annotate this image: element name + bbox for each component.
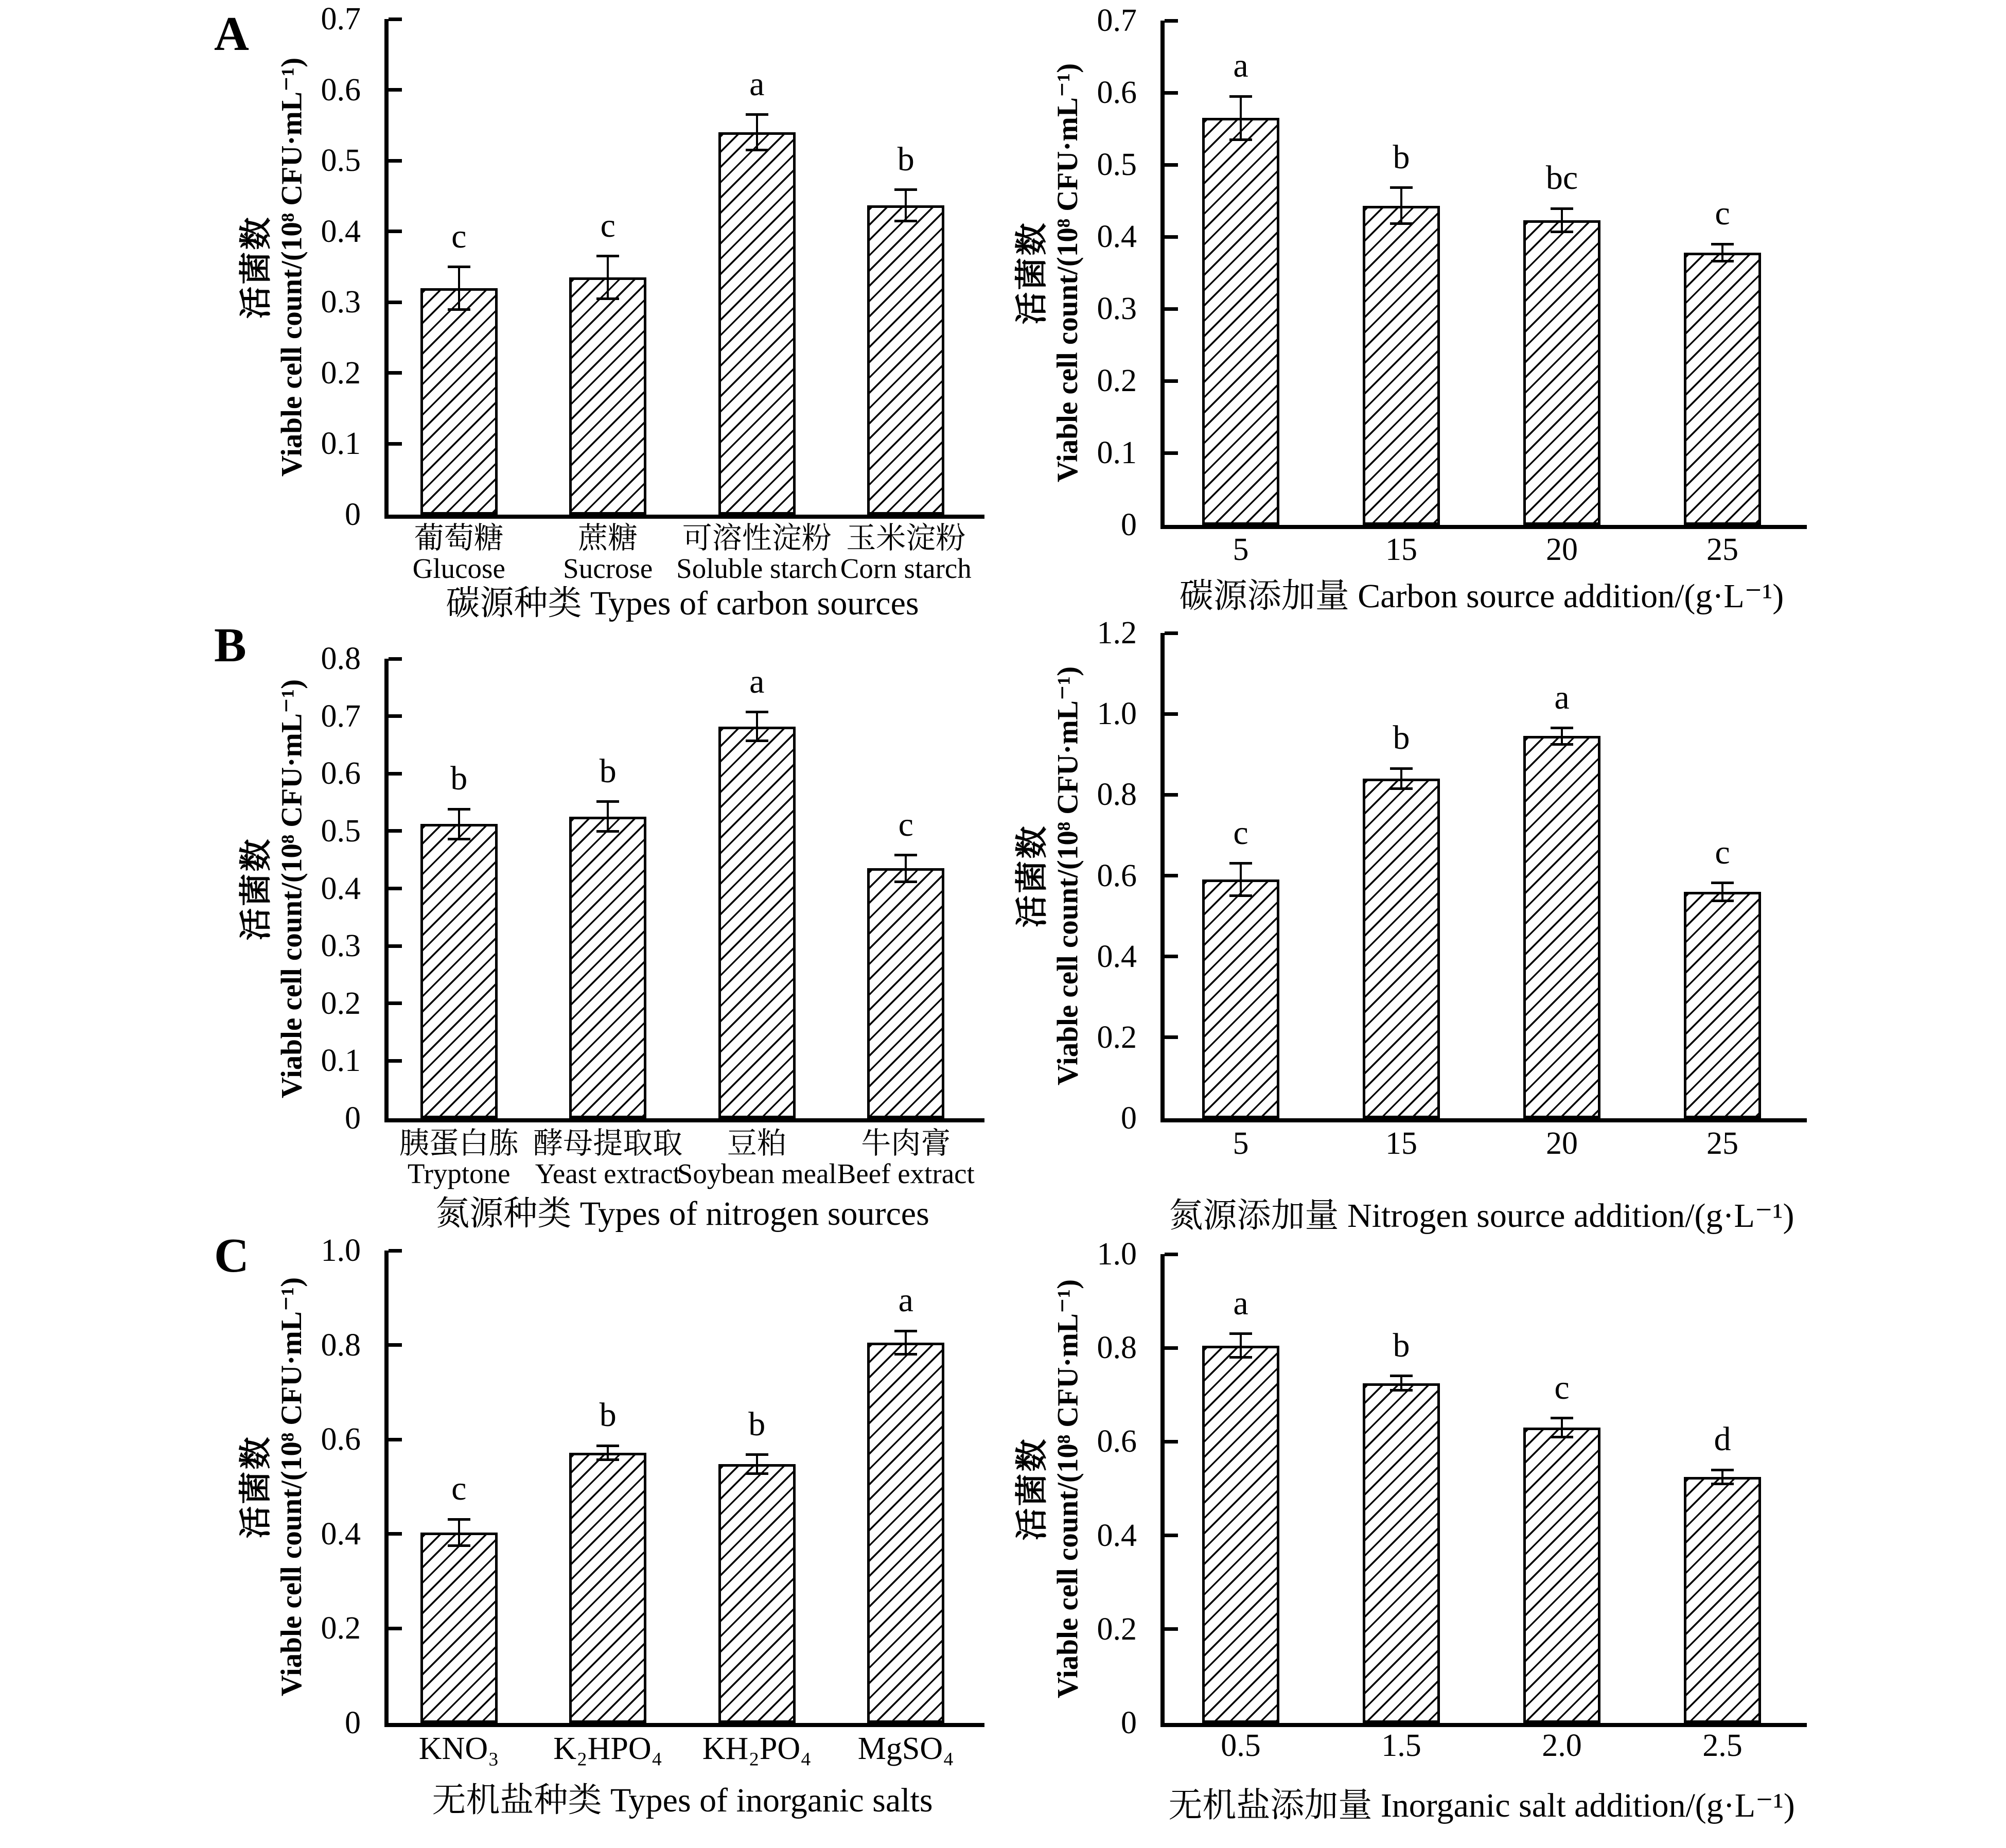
y-tick-label: 0.2 bbox=[321, 355, 361, 391]
error-bar-line bbox=[1240, 1334, 1242, 1358]
bar bbox=[1523, 1428, 1600, 1723]
x-category-label: 15 bbox=[1385, 532, 1417, 567]
error-bar-cap-bottom bbox=[448, 308, 470, 311]
y-tick-label: 0.8 bbox=[321, 641, 361, 676]
y-tick bbox=[389, 1438, 402, 1441]
y-axis-label bbox=[237, 659, 314, 1118]
error-bar-cap-top bbox=[1229, 95, 1252, 98]
y-tick bbox=[389, 714, 402, 718]
x-category-label-zh: 玉米淀粉 bbox=[846, 521, 966, 555]
bar bbox=[569, 817, 646, 1118]
x-category-label: K₂HPO₄ bbox=[553, 1731, 663, 1766]
significance-letter: a bbox=[749, 662, 765, 700]
y-axis-label-zh: 活菌数 bbox=[1014, 824, 1050, 927]
y-axis-label-en: Viable cell count/(10⁸ CFU·mL⁻¹) bbox=[275, 679, 308, 1098]
y-tick bbox=[389, 1627, 402, 1630]
y-tick-label: 0.6 bbox=[321, 72, 361, 108]
x-category-label: 2.0 bbox=[1542, 1728, 1582, 1763]
y-tick-label: 0.2 bbox=[1097, 363, 1137, 398]
error-bar-cap-top bbox=[894, 1330, 917, 1332]
bar bbox=[718, 132, 796, 515]
x-axis-label: 氮源种类 Types of nitrogen sources bbox=[435, 1195, 929, 1233]
y-tick bbox=[1165, 1627, 1178, 1631]
x-category-label-zh: 可溶性淀粉 bbox=[682, 521, 832, 555]
y-tick bbox=[389, 944, 402, 948]
error-bar-cap-top bbox=[596, 255, 619, 257]
bar bbox=[1684, 1477, 1761, 1723]
error-bar-cap-top bbox=[1390, 186, 1413, 189]
significance-letter: c bbox=[1715, 833, 1730, 871]
y-axis bbox=[384, 659, 389, 1122]
error-bar-cap-top bbox=[746, 711, 768, 713]
x-category-label: MgSO₄ bbox=[857, 1731, 954, 1766]
error-bar-cap-bottom bbox=[596, 830, 619, 833]
x-category-label-en: Corn starch bbox=[840, 553, 972, 584]
panel-letter-b: B bbox=[214, 619, 247, 672]
x-category-label-zh: 牛肉膏 bbox=[861, 1127, 951, 1160]
y-tick bbox=[389, 772, 402, 776]
error-bar-line bbox=[458, 267, 460, 310]
y-tick bbox=[1165, 1346, 1178, 1350]
error-bar-cap-top bbox=[448, 808, 470, 811]
bar bbox=[1363, 779, 1440, 1118]
error-bar-line bbox=[1561, 728, 1563, 744]
error-bar-line bbox=[458, 809, 460, 839]
error-bar-cap-top bbox=[746, 113, 768, 116]
error-bar-cap-top bbox=[1551, 207, 1573, 210]
significance-letter: c bbox=[600, 206, 615, 244]
y-tick-label: 0.7 bbox=[321, 2, 361, 37]
x-category-label: 0.5 bbox=[1221, 1728, 1261, 1763]
error-bar-line bbox=[1561, 1418, 1563, 1437]
y-tick bbox=[389, 1059, 402, 1063]
y-tick bbox=[1165, 19, 1178, 23]
error-bar-cap-top bbox=[1229, 862, 1252, 865]
x-category-label-en: Yeast extract bbox=[535, 1158, 681, 1189]
x-axis bbox=[1160, 525, 1807, 529]
error-bar-cap-bottom bbox=[894, 1353, 917, 1356]
y-tick-label: 0.6 bbox=[1097, 75, 1137, 110]
y-tick-label: 0.6 bbox=[321, 1422, 361, 1457]
y-tick bbox=[1165, 451, 1178, 455]
error-bar-line bbox=[1400, 768, 1402, 788]
error-bar-cap-top bbox=[1711, 1469, 1734, 1471]
y-tick-label: 0.6 bbox=[1097, 1424, 1137, 1459]
x-axis-label: 无机盐添加量 Inorganic salt addition/(g·L⁻¹) bbox=[1168, 1787, 1795, 1824]
error-bar-line bbox=[1721, 244, 1723, 261]
x-category-label: 15 bbox=[1385, 1126, 1417, 1161]
error-bar-cap-bottom bbox=[596, 297, 619, 300]
error-bar-cap-bottom bbox=[1390, 1389, 1413, 1392]
y-axis bbox=[1160, 1254, 1165, 1727]
error-bar-cap-bottom bbox=[596, 1458, 619, 1461]
y-tick-label: 0.4 bbox=[321, 1516, 361, 1552]
error-bar-line bbox=[1240, 864, 1242, 896]
error-bar-cap-bottom bbox=[1551, 743, 1573, 746]
panel-letter-a: A bbox=[214, 7, 249, 61]
y-axis-label-zh: 活菌数 bbox=[238, 1435, 274, 1539]
y-tick-label: 0.4 bbox=[1097, 939, 1137, 974]
x-category-label-en: Tryptone bbox=[407, 1158, 511, 1189]
y-tick-label: 0.7 bbox=[321, 698, 361, 734]
x-category-label: 5 bbox=[1233, 532, 1249, 567]
bar bbox=[718, 1464, 796, 1723]
y-tick-label: 0 bbox=[345, 497, 361, 532]
y-tick-label: 0.3 bbox=[321, 928, 361, 964]
y-tick bbox=[1165, 955, 1178, 958]
y-tick bbox=[389, 657, 402, 661]
y-tick-label: 0.5 bbox=[321, 813, 361, 849]
y-tick bbox=[389, 1532, 402, 1536]
x-axis bbox=[384, 515, 984, 519]
y-tick-label: 0.4 bbox=[1097, 1518, 1137, 1553]
y-tick-label: 0.6 bbox=[321, 756, 361, 791]
y-tick bbox=[1165, 379, 1178, 383]
bar bbox=[1363, 1383, 1440, 1723]
significance-letter: b bbox=[1393, 138, 1410, 176]
error-bar-cap-top bbox=[596, 1445, 619, 1447]
error-bar-cap-bottom bbox=[894, 220, 917, 222]
y-tick-label: 1.0 bbox=[321, 1233, 361, 1268]
y-axis-label bbox=[1013, 21, 1090, 525]
significance-letter: c bbox=[451, 217, 467, 255]
error-bar-cap-top bbox=[1711, 243, 1734, 245]
error-bar-cap-bottom bbox=[1390, 787, 1413, 790]
x-category-label-en: Soybean meal bbox=[677, 1158, 837, 1189]
y-tick bbox=[1165, 235, 1178, 239]
x-category-label: 5 bbox=[1233, 1126, 1249, 1161]
y-tick bbox=[1165, 1035, 1178, 1039]
significance-letter: a bbox=[749, 65, 765, 103]
y-tick-label: 0.3 bbox=[321, 285, 361, 320]
panel-letter-c: C bbox=[214, 1229, 249, 1282]
y-axis-label-en: Viable cell count/(10⁸ CFU·mL⁻¹) bbox=[275, 57, 308, 477]
bar bbox=[420, 824, 498, 1118]
error-bar-cap-bottom bbox=[1711, 1483, 1734, 1485]
significance-letter: c bbox=[1715, 195, 1730, 232]
bar bbox=[1684, 892, 1761, 1118]
significance-letter: b bbox=[450, 760, 468, 798]
error-bar-line bbox=[756, 1455, 758, 1474]
error-bar-cap-top bbox=[894, 188, 917, 191]
y-tick-label: 1.0 bbox=[1097, 1237, 1137, 1272]
error-bar-cap-bottom bbox=[1711, 900, 1734, 902]
error-bar-line bbox=[1240, 96, 1242, 139]
y-axis-label-zh: 活菌数 bbox=[238, 215, 274, 319]
error-bar-cap-top bbox=[1390, 1375, 1413, 1377]
x-axis-label: 碳源添加量 Carbon source addition/(g·L⁻¹) bbox=[1179, 577, 1784, 615]
y-tick bbox=[389, 1249, 402, 1253]
bar bbox=[867, 205, 944, 515]
y-tick bbox=[1165, 1440, 1178, 1444]
significance-letter: c bbox=[1233, 814, 1248, 852]
error-bar-line bbox=[1400, 188, 1402, 224]
error-bar-cap-bottom bbox=[1551, 1436, 1573, 1438]
error-bar-line bbox=[1721, 883, 1723, 901]
error-bar-cap-bottom bbox=[746, 740, 768, 742]
y-tick-label: 0 bbox=[345, 1705, 361, 1740]
significance-letter: a bbox=[1233, 1284, 1248, 1322]
significance-letter: c bbox=[451, 1470, 467, 1508]
bar bbox=[1363, 206, 1440, 525]
error-bar-line bbox=[607, 256, 609, 299]
error-bar-cap-bottom bbox=[1390, 222, 1413, 225]
y-tick-label: 0.8 bbox=[321, 1327, 361, 1363]
significance-letter: c bbox=[898, 805, 913, 843]
x-category-label-en: Glucose bbox=[412, 553, 505, 584]
error-bar-cap-top bbox=[448, 1518, 470, 1521]
y-tick bbox=[1165, 307, 1178, 311]
bar bbox=[867, 868, 944, 1118]
error-bar-cap-bottom bbox=[746, 1472, 768, 1475]
y-axis-label bbox=[1013, 1254, 1090, 1723]
bar bbox=[1523, 736, 1600, 1118]
y-tick-label: 0.4 bbox=[1097, 219, 1137, 254]
y-tick bbox=[389, 442, 402, 446]
bar bbox=[569, 277, 646, 515]
error-bar-line bbox=[905, 1331, 907, 1354]
y-axis-label-zh: 活菌数 bbox=[1014, 221, 1050, 325]
y-axis-label bbox=[237, 19, 314, 515]
bar bbox=[420, 288, 498, 515]
y-tick bbox=[1165, 874, 1178, 877]
x-axis-label: 碳源种类 Types of carbon sources bbox=[446, 585, 919, 622]
y-tick-label: 0.4 bbox=[321, 871, 361, 906]
x-axis bbox=[1160, 1723, 1807, 1727]
y-tick bbox=[1165, 163, 1178, 167]
x-axis bbox=[1160, 1118, 1807, 1122]
y-tick-label: 0.8 bbox=[1097, 1330, 1137, 1366]
error-bar-cap-bottom bbox=[1229, 138, 1252, 141]
bar bbox=[569, 1453, 646, 1723]
significance-letter: d bbox=[1714, 1420, 1731, 1458]
x-category-label-en: Soluble starch bbox=[676, 553, 838, 584]
significance-letter: b bbox=[599, 1396, 617, 1434]
error-bar-cap-top bbox=[894, 854, 917, 856]
bar bbox=[718, 727, 796, 1118]
bar bbox=[1202, 1346, 1279, 1723]
y-tick bbox=[1165, 91, 1178, 95]
y-axis bbox=[384, 19, 389, 519]
error-bar-line bbox=[756, 115, 758, 150]
x-axis bbox=[384, 1723, 984, 1727]
x-category-label: 25 bbox=[1706, 1126, 1738, 1161]
bar bbox=[1523, 220, 1600, 525]
y-tick bbox=[389, 17, 402, 21]
bar bbox=[1684, 253, 1761, 525]
x-category-label: 1.5 bbox=[1381, 1728, 1421, 1763]
error-bar-cap-bottom bbox=[1229, 1356, 1252, 1359]
x-category-label-zh: 葡萄糖 bbox=[414, 521, 504, 555]
y-axis bbox=[1160, 633, 1165, 1122]
y-tick bbox=[1165, 712, 1178, 716]
x-category-label: KH₂PO₄ bbox=[702, 1731, 812, 1766]
y-tick-label: 0.2 bbox=[321, 1611, 361, 1646]
error-bar-line bbox=[905, 855, 907, 882]
x-category-label: 2.5 bbox=[1702, 1728, 1743, 1763]
y-tick bbox=[389, 230, 402, 233]
y-tick bbox=[1165, 1253, 1178, 1256]
y-tick-label: 0.1 bbox=[321, 426, 361, 462]
y-axis-label-zh: 活菌数 bbox=[238, 837, 274, 940]
y-tick-label: 0.3 bbox=[1097, 291, 1137, 326]
bar bbox=[1202, 879, 1279, 1118]
bar bbox=[1202, 118, 1279, 525]
y-tick-label: 0.1 bbox=[321, 1043, 361, 1079]
bar bbox=[867, 1343, 944, 1723]
y-axis bbox=[384, 1251, 389, 1727]
y-tick-label: 0.1 bbox=[1097, 435, 1137, 470]
y-tick-label: 0.2 bbox=[1097, 1019, 1137, 1055]
y-axis bbox=[1160, 21, 1165, 529]
x-axis bbox=[384, 1118, 984, 1122]
error-bar-cap-bottom bbox=[894, 881, 917, 883]
x-category-label: 25 bbox=[1706, 532, 1738, 567]
significance-letter: b bbox=[599, 752, 617, 790]
x-category-label-zh: 蔗糖 bbox=[578, 521, 638, 555]
x-category-label-zh: 胰蛋白胨 bbox=[399, 1127, 519, 1160]
x-category-label: 20 bbox=[1546, 1126, 1578, 1161]
error-bar-cap-bottom bbox=[448, 1544, 470, 1547]
significance-letter: a bbox=[1554, 678, 1570, 716]
significance-letter: a bbox=[898, 1281, 913, 1319]
y-tick bbox=[1165, 793, 1178, 797]
error-bar-cap-top bbox=[596, 800, 619, 803]
y-tick-label: 0.5 bbox=[1097, 147, 1137, 182]
y-tick-label: 0.7 bbox=[1097, 3, 1137, 38]
error-bar-line bbox=[756, 712, 758, 741]
y-axis-label-en: Viable cell count/(10⁸ CFU·mL⁻¹) bbox=[275, 1277, 308, 1697]
significance-letter: c bbox=[1554, 1368, 1570, 1406]
y-tick bbox=[1165, 1534, 1178, 1537]
error-bar-line bbox=[607, 802, 609, 832]
y-tick bbox=[389, 1001, 402, 1005]
error-bar-cap-top bbox=[1711, 882, 1734, 884]
y-tick bbox=[389, 887, 402, 890]
y-tick bbox=[389, 301, 402, 304]
error-bar-cap-bottom bbox=[746, 149, 768, 151]
y-tick-label: 0.5 bbox=[321, 143, 361, 179]
error-bar-cap-bottom bbox=[1711, 260, 1734, 262]
error-bar-cap-top bbox=[746, 1453, 768, 1456]
error-bar-cap-top bbox=[1551, 1417, 1573, 1419]
significance-letter: b bbox=[748, 1405, 766, 1443]
x-category-label-en: Beef extract bbox=[837, 1158, 975, 1189]
x-category-label-zh: 豆粕 bbox=[727, 1127, 787, 1160]
x-category-label: 20 bbox=[1546, 532, 1578, 567]
error-bar-line bbox=[905, 190, 907, 221]
y-tick-label: 0 bbox=[345, 1101, 361, 1136]
y-tick-label: 0.6 bbox=[1097, 858, 1137, 893]
y-tick-label: 0.8 bbox=[1097, 777, 1137, 813]
y-tick bbox=[389, 371, 402, 375]
error-bar-cap-top bbox=[1390, 767, 1413, 770]
significance-letter: b bbox=[1393, 719, 1410, 757]
error-bar-cap-bottom bbox=[1551, 231, 1573, 233]
y-tick-label: 1.0 bbox=[1097, 696, 1137, 732]
error-bar-line bbox=[1400, 1376, 1402, 1390]
y-axis-label bbox=[1013, 633, 1090, 1118]
error-bar-line bbox=[607, 1446, 609, 1460]
significance-letter: bc bbox=[1545, 159, 1578, 197]
error-bar-cap-bottom bbox=[1229, 894, 1252, 897]
y-tick-label: 0.4 bbox=[321, 214, 361, 249]
significance-letter: b bbox=[1393, 1326, 1410, 1364]
y-tick bbox=[389, 159, 402, 163]
y-tick-label: 0 bbox=[1121, 1705, 1137, 1740]
y-tick-label: 0.2 bbox=[321, 985, 361, 1021]
y-tick-label: 1.2 bbox=[1097, 615, 1137, 650]
y-tick bbox=[1165, 631, 1178, 635]
error-bar-cap-top bbox=[1551, 727, 1573, 729]
error-bar-cap-top bbox=[448, 266, 470, 268]
y-axis-label-en: Viable cell count/(10⁸ CFU·mL⁻¹) bbox=[1051, 1279, 1084, 1698]
x-axis-label: 无机盐种类 Types of inorganic salts bbox=[432, 1782, 933, 1819]
significance-letter: a bbox=[1233, 47, 1248, 84]
y-tick bbox=[389, 829, 402, 833]
error-bar-line bbox=[1561, 208, 1563, 232]
y-tick-label: 0 bbox=[1121, 507, 1137, 542]
y-axis-label-zh: 活菌数 bbox=[1014, 1437, 1050, 1540]
y-tick bbox=[389, 88, 402, 92]
bar bbox=[420, 1533, 498, 1723]
error-bar-cap-top bbox=[1229, 1332, 1252, 1335]
x-category-label-zh: 酵母提取取 bbox=[533, 1127, 683, 1160]
error-bar-cap-bottom bbox=[448, 838, 470, 840]
x-category-label: KNO₃ bbox=[418, 1731, 499, 1766]
error-bar-line bbox=[1721, 1470, 1723, 1484]
x-category-label-en: Sucrose bbox=[563, 553, 653, 584]
significance-letter: b bbox=[897, 140, 914, 178]
y-axis-label-en: Viable cell count/(10⁸ CFU·mL⁻¹) bbox=[1051, 63, 1084, 483]
x-axis-label: 氮源添加量 Nitrogen source addition/(g·L⁻¹) bbox=[1169, 1197, 1794, 1235]
y-tick bbox=[389, 1343, 402, 1347]
y-tick-label: 0.2 bbox=[1097, 1611, 1137, 1647]
y-axis-label bbox=[237, 1251, 314, 1723]
error-bar-line bbox=[458, 1519, 460, 1545]
y-axis-label-en: Viable cell count/(10⁸ CFU·mL⁻¹) bbox=[1051, 666, 1084, 1085]
y-tick-label: 0 bbox=[1121, 1101, 1137, 1136]
